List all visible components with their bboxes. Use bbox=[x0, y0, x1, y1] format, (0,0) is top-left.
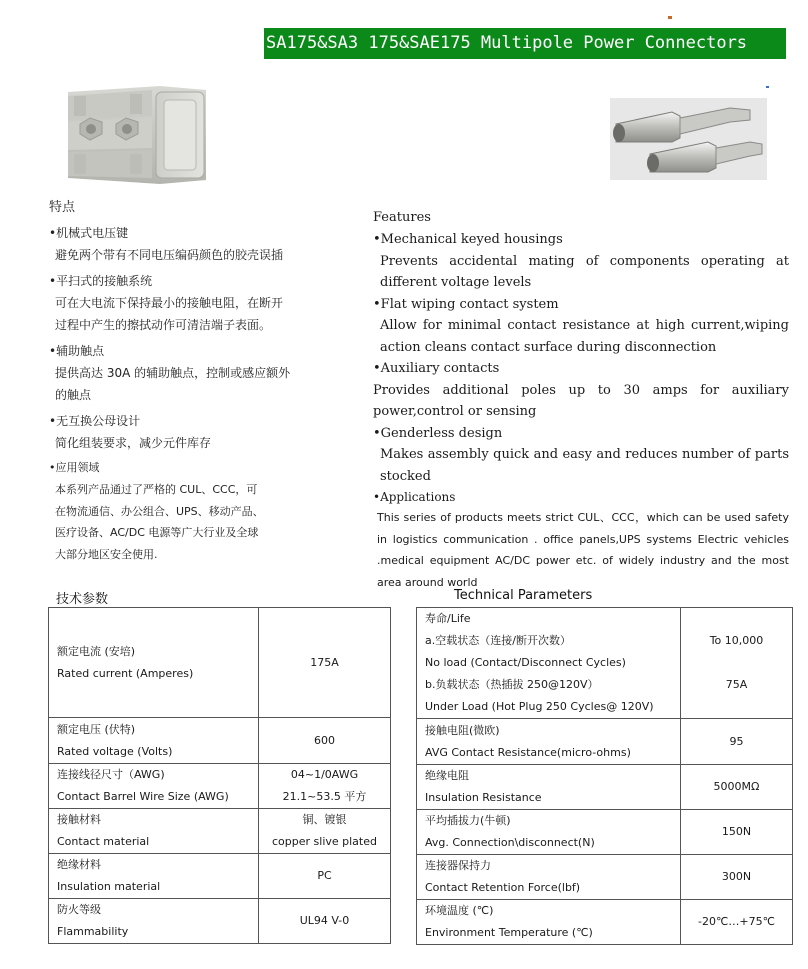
table-row bbox=[49, 718, 391, 764]
features-en-item-desc: Provides additional poles up to 30 amps for auxiliary power,control or sensing bbox=[373, 382, 789, 419]
features-en-item-desc: Allow for minimal contact resistance at high current,wiping action cleans contact surface during disconnection bbox=[380, 318, 789, 355]
param-label-en: Rated current (Amperes) bbox=[57, 666, 194, 680]
features-cn-item-desc: 简化组装要求，减少元件库存 bbox=[55, 436, 212, 450]
features-en-item-title: •Mechanical keyed housings bbox=[373, 232, 563, 247]
features-en-item-title: •Genderless design bbox=[373, 425, 503, 441]
param-label-cell bbox=[49, 608, 259, 718]
param-label-cell bbox=[417, 719, 681, 765]
param-label-cn: 连接线径尺寸（AWG) bbox=[57, 768, 165, 781]
param-value: 600 bbox=[314, 733, 335, 747]
features-en bbox=[373, 207, 789, 593]
param-label-cell bbox=[49, 764, 259, 809]
param-label-en: AVG Contact Resistance(micro-ohms) bbox=[425, 745, 631, 759]
param-label-cell bbox=[49, 718, 259, 764]
features-cn-item-title: •辅助触点 bbox=[49, 344, 105, 358]
features-en-item-title: •Flat wiping contact system bbox=[373, 296, 559, 312]
connector-housing-image bbox=[60, 82, 210, 186]
param-label-cell bbox=[417, 810, 681, 855]
param-label-cell bbox=[417, 608, 681, 719]
param-value: UL94 V-0 bbox=[299, 914, 350, 927]
table-row bbox=[49, 608, 391, 718]
param-value: 75A bbox=[725, 678, 748, 691]
param-value-cell bbox=[681, 810, 793, 855]
param-label-cn: 接触电阻(微欧) bbox=[425, 723, 500, 737]
param-value-cell bbox=[259, 718, 391, 764]
features-en-item-title: •Auxiliary contacts bbox=[373, 361, 500, 376]
param-value-cell bbox=[681, 900, 793, 945]
features-cn-item bbox=[49, 222, 339, 266]
features-cn-item bbox=[49, 410, 339, 454]
table-row bbox=[417, 810, 793, 855]
param-label-en: Environment Temperature (℃) bbox=[425, 926, 593, 939]
param-label-cn: 接触材料 bbox=[57, 813, 101, 826]
param-label-cn: 平均插拔力(牛顿) bbox=[425, 814, 511, 827]
param-label-cell bbox=[417, 900, 681, 945]
applications-cn bbox=[49, 457, 289, 565]
param-value-cell bbox=[681, 855, 793, 900]
param-label-cn: 绝缘材料 bbox=[57, 858, 101, 871]
tech-params-en-heading: Technical Parameters bbox=[454, 588, 593, 603]
table-row bbox=[417, 900, 793, 945]
param-value-cell bbox=[259, 809, 391, 854]
table-row bbox=[417, 765, 793, 810]
param-label-en: Insulation Resistance bbox=[425, 791, 542, 804]
param-label-en: Contact material bbox=[57, 835, 150, 848]
applications-cn-desc: 本系列产品通过了严格的 CUL、CCC，可 bbox=[55, 483, 258, 496]
param-label-en: Avg. Connection\disconnect(N) bbox=[425, 836, 595, 849]
param-value: 300N bbox=[721, 870, 752, 883]
features-cn-item-title: •机械式电压键 bbox=[49, 226, 129, 240]
decoration-dot bbox=[668, 16, 672, 19]
features-cn-item bbox=[49, 270, 339, 336]
applications-en-desc: This series of products meets strict CUL、CCC，which can be used safety in logistics communication . office panels,UPS systems Electric vehicles .medical equipment AC/DC power etc. of widely industry and the most area around world bbox=[377, 511, 789, 589]
features-cn-heading: 特点 bbox=[49, 200, 76, 215]
tech-params-left-table bbox=[48, 607, 391, 944]
table-row bbox=[49, 809, 391, 854]
param-value: 04~1/0AWG bbox=[290, 768, 359, 781]
features-en-item-desc: Prevents accidental mating of components operating at different voltage levels bbox=[380, 253, 789, 290]
table-row bbox=[417, 608, 793, 719]
applications-cn-desc: 大部分地区安全使用. bbox=[55, 547, 158, 561]
param-label-cn: 连接器保持力 bbox=[425, 859, 491, 872]
param-value-cell bbox=[259, 899, 391, 944]
param-label-cn: 绝缘电阻 bbox=[425, 769, 469, 782]
param-label-cn: 防火等级 bbox=[57, 903, 101, 916]
param-label-cell bbox=[49, 809, 259, 854]
param-value: 铜、镀银 bbox=[302, 813, 347, 826]
features-cn-item-desc: 提供高达 30A 的辅助触点，控制或感应额外 bbox=[55, 366, 291, 380]
table-row bbox=[417, 855, 793, 900]
table-row bbox=[49, 764, 391, 809]
param-value-cell bbox=[259, 854, 391, 899]
page-title-banner bbox=[264, 28, 786, 59]
param-label-cell bbox=[49, 899, 259, 944]
param-label-en: Insulation material bbox=[57, 880, 161, 893]
table-row bbox=[49, 854, 391, 899]
features-cn-item-title: •平扫式的接触系统 bbox=[49, 274, 153, 288]
table-row bbox=[49, 899, 391, 944]
param-value-cell bbox=[681, 719, 793, 765]
param-label-cn: 寿命/Life bbox=[425, 612, 471, 625]
contact-terminals-image bbox=[610, 98, 767, 180]
decoration-dot-2 bbox=[766, 86, 769, 88]
param-value: 95 bbox=[729, 734, 744, 748]
features-en-item-desc: Makes assembly quick and easy and reduces number of parts stocked bbox=[380, 447, 789, 484]
param-label-cn: 额定电压 (伏特) bbox=[57, 722, 136, 736]
param-label-en: Under Load (Hot Plug 250 Cycles@ 120V) bbox=[425, 700, 654, 713]
features-cn-item-desc: 可在大电流下保持最小的接触电阻，在断开 bbox=[55, 296, 284, 310]
param-label-en: Rated voltage (Volts) bbox=[57, 744, 173, 758]
param-value-cell bbox=[259, 764, 391, 809]
param-label-en: Contact Barrel Wire Size (AWG) bbox=[57, 790, 229, 803]
features-cn-item-desc: 的触点 bbox=[55, 388, 92, 402]
param-label-en: Contact Retention Force(lbf) bbox=[425, 881, 581, 894]
features-cn-item-title: •无互换公母设计 bbox=[49, 414, 141, 428]
applications-cn-title: •应用领域 bbox=[49, 461, 100, 474]
table-row bbox=[417, 719, 793, 765]
features-cn-item-desc: 过程中产生的擦拭动作可清洁端子表面。 bbox=[55, 318, 272, 332]
param-value-cell bbox=[259, 608, 391, 718]
param-label-en: Flammability bbox=[57, 925, 129, 938]
features-en-heading: Features bbox=[373, 210, 431, 225]
param-label-cell bbox=[417, 765, 681, 810]
param-label-cn: b.负载状态（热插拔 250@120V） bbox=[425, 678, 599, 691]
features-cn bbox=[49, 196, 339, 458]
param-label-en: No load (Contact/Disconnect Cycles) bbox=[425, 656, 626, 669]
param-value-cell bbox=[681, 765, 793, 810]
param-value: -20℃…+75℃ bbox=[698, 915, 775, 928]
param-value-secondary: 21.1~53.5 平方 bbox=[282, 790, 367, 803]
param-value-secondary: copper slive plated bbox=[272, 835, 377, 848]
param-value: PC bbox=[317, 869, 332, 882]
tech-params-cn-heading: 技术参数 bbox=[56, 592, 109, 607]
param-label-cn: a.空载状态（连接/断开次数） bbox=[425, 634, 571, 647]
param-value: 150N bbox=[721, 825, 752, 838]
param-value: 175A bbox=[310, 655, 339, 669]
features-cn-item bbox=[49, 340, 339, 406]
features-cn-item-desc: 避免两个带有不同电压编码颜色的胶壳误插 bbox=[55, 248, 284, 262]
tech-params-right-table bbox=[416, 607, 793, 945]
param-label-cell bbox=[49, 854, 259, 899]
applications-en-title: •Applications bbox=[373, 490, 456, 504]
param-value: 5000MΩ bbox=[713, 780, 760, 793]
param-label-cn: 环境温度 (℃) bbox=[425, 904, 494, 917]
page-title: SA175&SA3 175&SAE175 Multipole Power Connectors bbox=[266, 33, 748, 53]
applications-cn-desc: 医疗设备、AC/DC 电源等广大行业及全球 bbox=[55, 526, 259, 539]
applications-cn-desc: 在物流通信、办公组合、UPS、移动产品、 bbox=[55, 504, 264, 518]
param-value-cell bbox=[681, 608, 793, 719]
param-label-cn: 额定电流 (安培) bbox=[57, 644, 136, 658]
param-value: To 10,000 bbox=[709, 634, 764, 647]
param-label-cell bbox=[417, 855, 681, 900]
